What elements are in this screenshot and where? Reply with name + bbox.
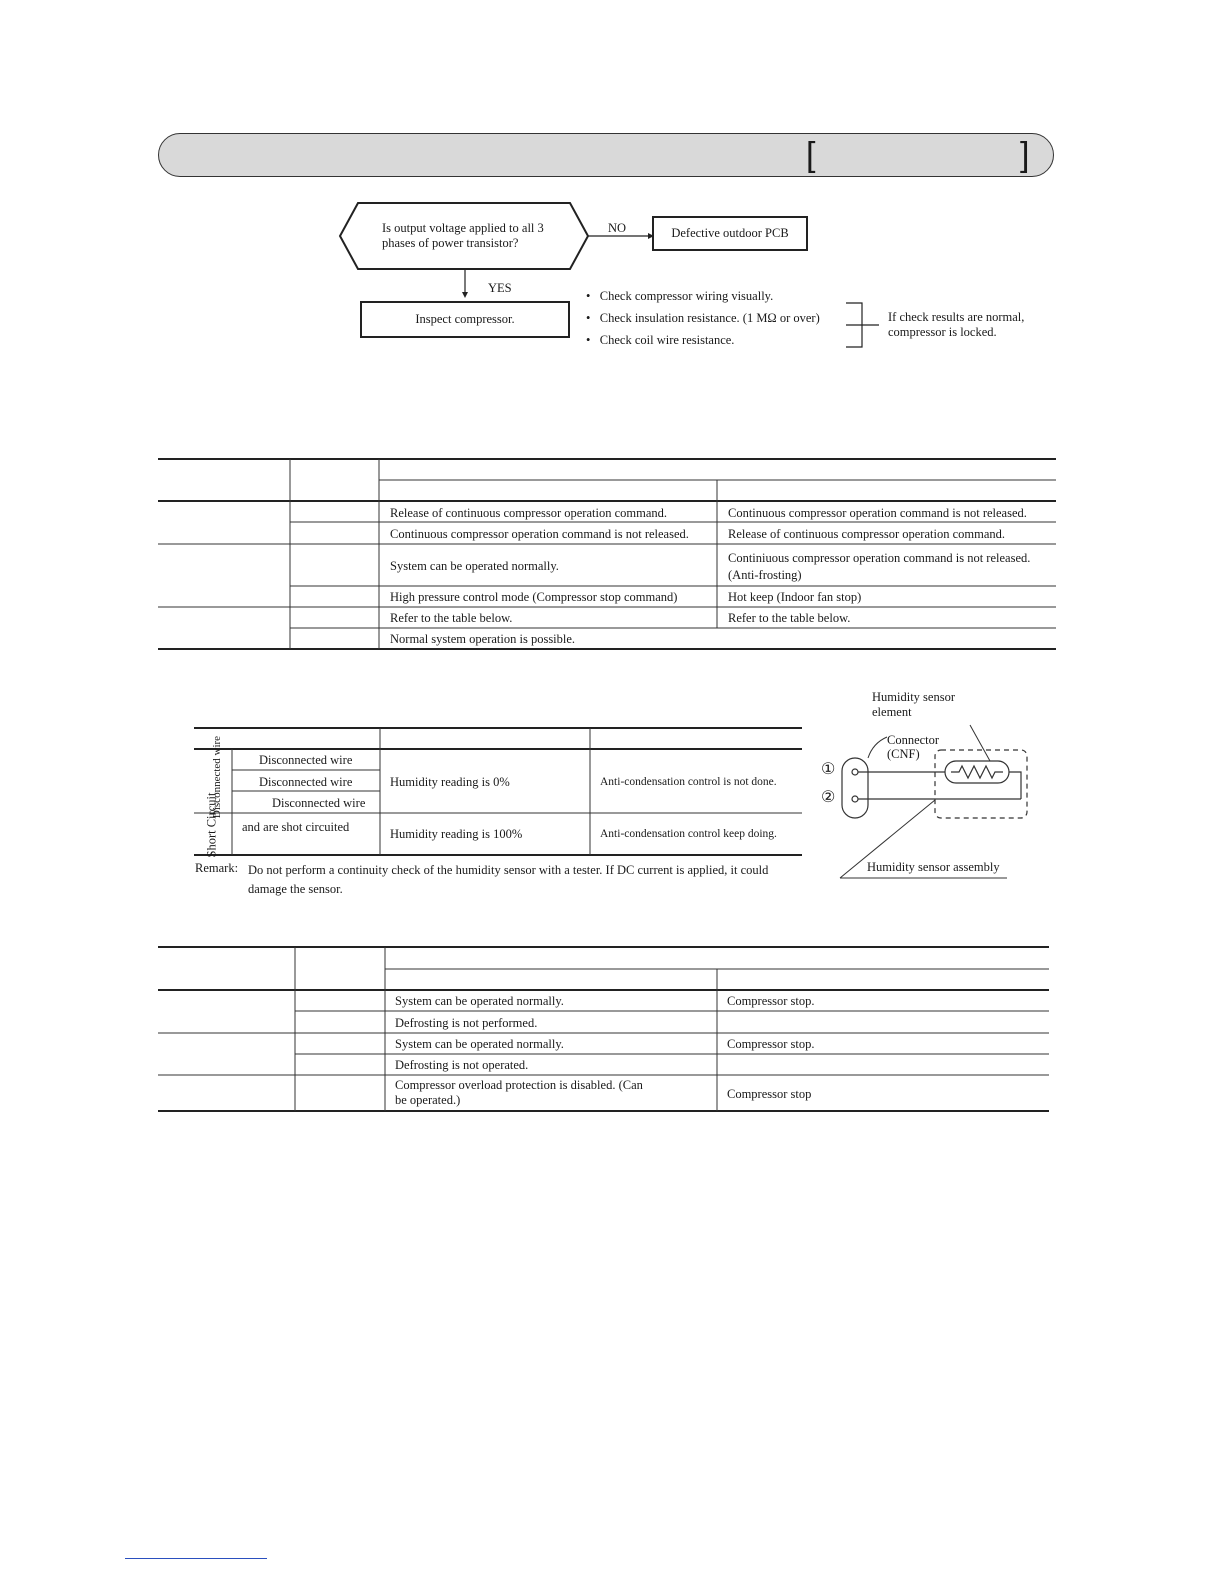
connector-outline [842, 758, 868, 818]
table3-cell: Compressor stop [727, 1087, 812, 1101]
table3-cell: Compressor overload protection is disabled. (Can be operated.) [395, 1078, 643, 1107]
check-item: • Check insulation resistance. (1 MΩ or over) [586, 311, 820, 325]
table2-reading-disconnected: Humidity reading is 0% [390, 775, 510, 789]
table2-row-label: Disconnected wire [259, 753, 353, 767]
header-bracket-right: ] [1020, 136, 1030, 174]
table2-group-short: Short Circuit [204, 792, 219, 858]
table1-cell: Refer to the table below. [390, 611, 513, 625]
table1-cell: Normal system operation is possible. [390, 632, 576, 646]
table1-cell: Continiuous compressor operation command is not released. (Anti-frosting) [728, 551, 1031, 582]
footer-underline [125, 1558, 267, 1559]
sensor-element-label: Humidity sensor element [872, 690, 955, 719]
table3-cell: Compressor stop. [727, 994, 815, 1008]
table1-cell: Continuous compressor operation command is not released. [728, 506, 1027, 520]
table3-cell: Compressor stop. [727, 1037, 815, 1051]
check-list [586, 289, 820, 355]
table3-cell: Defrosting is not performed. [395, 1016, 538, 1030]
table1-cell: Release of continuous compressor operation command. [728, 527, 1006, 541]
pin1-label: ① [821, 761, 836, 778]
table2-group-disconnected: Disconnected wire [211, 735, 223, 819]
table2-reading-short: Humidity reading is 100% [390, 827, 523, 841]
table2-control-disconnected: Anti-condensation control is not done. [600, 776, 777, 788]
no-label: NO [608, 221, 627, 235]
table1-cell: High pressure control mode (Compressor stop command) [390, 590, 678, 604]
table1-cell: Continuous compressor operation command is not released. [390, 527, 689, 541]
table2-short-label: and are shot circuited [242, 820, 350, 834]
section-header-bar [158, 133, 1054, 177]
remark-text: Do not perform a continuity check of the humidity sensor with a tester. If DC current is applied, it could damage the sensor. [248, 863, 769, 896]
check-item: • Check coil wire resistance. [586, 333, 735, 347]
remark-label: Remark: [195, 861, 239, 875]
defective-pcb-box: Defective outdoor PCB [652, 216, 808, 251]
check-conclusion: If check results are normal, compressor is locked. [888, 310, 1025, 339]
inspect-compressor-box: Inspect compressor. [360, 301, 570, 338]
pin2-label: ② [821, 789, 836, 806]
connector-label: Connector (CNF) [887, 733, 940, 761]
table2-control-short: Anti-condensation control keep doing. [600, 828, 777, 840]
header-bracket-left: [ [806, 136, 816, 174]
decision-question: Is output voltage applied to all 3 phases of power transistor? [382, 221, 544, 250]
table1-cell: Release of continuous compressor operation command. [390, 506, 668, 520]
table3-cell: System can be operated normally. [395, 994, 564, 1008]
yes-arrow-head [462, 292, 468, 298]
table2-row-label: Disconnected wire [259, 775, 353, 789]
yes-label: YES [488, 281, 512, 295]
table1-cell: System can be operated normally. [390, 559, 559, 573]
table1-cell: Refer to the table below. [728, 611, 851, 625]
table2-row-label: Disconnected wire [272, 796, 366, 810]
assembly-label: Humidity sensor assembly [867, 860, 1000, 874]
table1-cell: Hot keep (Indoor fan stop) [728, 590, 862, 604]
table3-cell: System can be operated normally. [395, 1037, 564, 1051]
check-item: • Check compressor wiring visually. [586, 289, 774, 303]
table3-cell: Defrosting is not operated. [395, 1058, 529, 1072]
resistor-icon [951, 766, 1003, 778]
